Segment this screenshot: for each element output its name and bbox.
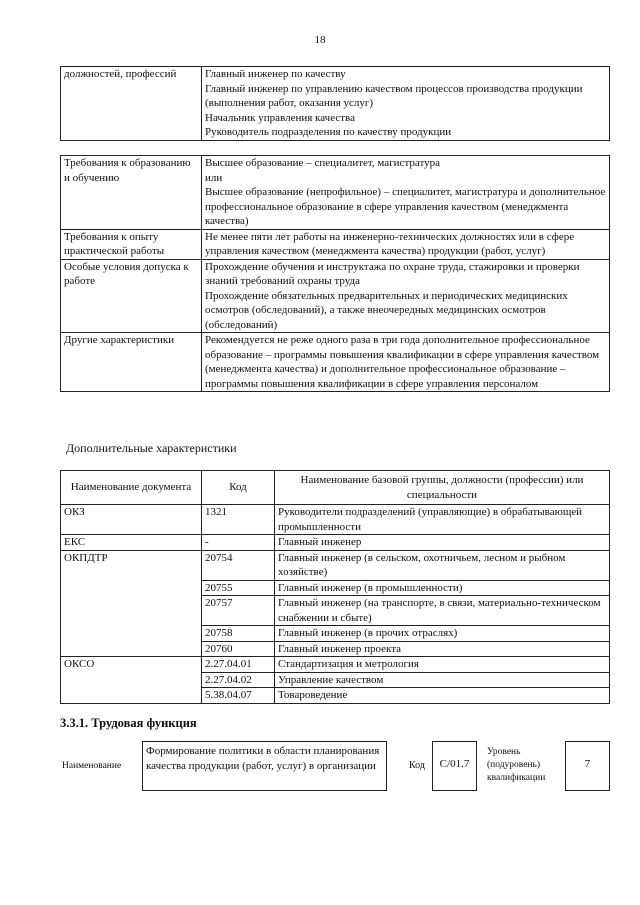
name-cell: Главный инженер bbox=[275, 535, 610, 551]
positions-table bbox=[60, 66, 610, 141]
name-cell: Главный инженер (в промышленности) bbox=[275, 580, 610, 596]
positions-row bbox=[61, 67, 610, 141]
name-cell: Стандартизация и метрология bbox=[275, 657, 610, 673]
requirement-value: Прохождение обучения и инструктажа по охране труда, стажировки и проверки знаний требований охраны труда Прохождение обязательных предварительных и периодических медицинских осмотров (обследований), а также внеочередных медицинских осмотров (обследований) bbox=[202, 259, 610, 333]
name-cell: Товароведение bbox=[275, 688, 610, 704]
level-label bbox=[487, 746, 545, 785]
page-number: 18 bbox=[314, 34, 326, 46]
position-line: Главный инженер по качеству bbox=[205, 68, 346, 80]
doc-cell: ОКСО bbox=[61, 657, 202, 704]
code-cell: 20760 bbox=[202, 641, 275, 657]
code-box: C/01.7 bbox=[432, 741, 477, 791]
code-label: Код bbox=[409, 760, 425, 771]
name-cell: Главный инженер (в прочих отраслях) bbox=[275, 626, 610, 642]
requirements-row-conditions bbox=[61, 259, 610, 333]
section-title: 3.3.1. Трудовая функция bbox=[60, 716, 197, 730]
requirement-value: Не менее пяти лет работы на инженерно-технических должностях или в сфере управления качеством (менеджмента качества) продукции (работ, услуг) bbox=[202, 229, 610, 259]
code-cell: 2.27.04.02 bbox=[202, 672, 275, 688]
requirement-label: Особые условия допуска к работе bbox=[61, 259, 202, 333]
additional-header-row bbox=[61, 471, 610, 505]
name-label: Наименование bbox=[62, 761, 122, 771]
code-cell: 20757 bbox=[202, 596, 275, 626]
requirement-label: Требования к образованию и обучению bbox=[61, 156, 202, 230]
level-label-line: квалификации bbox=[487, 773, 546, 783]
code-cell: 20758 bbox=[202, 626, 275, 642]
name-cell: Руководители подразделений (управляющие) в обрабатывающей промышленности bbox=[275, 505, 610, 535]
requirements-table bbox=[60, 155, 610, 392]
name-cell: Главный инженер (в сельском, охотничьем, лесном и рыбном хозяйстве) bbox=[275, 550, 610, 580]
positions-label: должностей, профессий bbox=[61, 67, 202, 141]
level-label-line: Уровень bbox=[487, 747, 521, 757]
requirement-label: Требования к опыту практической работы bbox=[61, 229, 202, 259]
level-box: 7 bbox=[565, 741, 610, 791]
code-cell: 1321 bbox=[202, 505, 275, 535]
code-cell: 2.27.04.01 bbox=[202, 657, 275, 673]
requirements-row-experience bbox=[61, 229, 610, 259]
positions-values bbox=[202, 67, 610, 141]
table-row bbox=[61, 535, 610, 551]
table-row bbox=[61, 550, 610, 580]
requirements-row-education bbox=[61, 156, 610, 230]
additional-title: Дополнительные характеристики bbox=[66, 441, 237, 455]
position-line: Руководитель подразделения по качеству продукции bbox=[205, 126, 452, 138]
code-cell: 5.38.04.07 bbox=[202, 688, 275, 704]
header-document: Наименование документа bbox=[61, 471, 202, 505]
doc-cell: ЕКС bbox=[61, 535, 202, 551]
table-row bbox=[61, 505, 610, 535]
table-row bbox=[61, 657, 610, 673]
header-name: Наименование базовой группы, должности (профессии) или специальности bbox=[275, 471, 610, 505]
requirements-row-other bbox=[61, 333, 610, 392]
name-cell: Управление качеством bbox=[275, 672, 610, 688]
name-cell: Главный инженер проекта bbox=[275, 641, 610, 657]
code-cell: 20755 bbox=[202, 580, 275, 596]
code-cell: - bbox=[202, 535, 275, 551]
position-line: Главный инженер по управлению качеством процессов производства продукции (выполнения работ, оказания услуг) bbox=[205, 82, 583, 109]
function-name-box: Формирование политики в области планирования качества продукции (работ, услуг) в организации bbox=[142, 741, 387, 791]
position-line: Начальник управления качества bbox=[205, 111, 355, 124]
header-code: Код bbox=[202, 471, 275, 505]
level-label-line: (подуровень) bbox=[487, 760, 541, 770]
requirement-label: Другие характеристики bbox=[61, 333, 202, 392]
name-cell: Главный инженер (на транспорте, в связи, материально-техническом снабжении и сбыте) bbox=[275, 596, 610, 626]
doc-cell: ОКПДТР bbox=[61, 550, 202, 657]
requirement-value: Рекомендуется не реже одного раза в три года дополнительное профессиональное образование – программы повышения квалификации в сфере управления качеством (менеджмента качества) и дополнительное профессиональное образование – программы повышения квалификации в сфере управления персоналом bbox=[202, 333, 610, 392]
additional-table bbox=[60, 470, 610, 704]
code-cell: 20754 bbox=[202, 550, 275, 580]
requirement-value: Высшее образование – специалитет, магистратура или Высшее образование (непрофильное) – специалитет, магистратура и дополнительное профессиональное образование в сфере управления качеством (менеджмента качества) bbox=[202, 156, 610, 230]
doc-cell: ОКЗ bbox=[61, 505, 202, 535]
